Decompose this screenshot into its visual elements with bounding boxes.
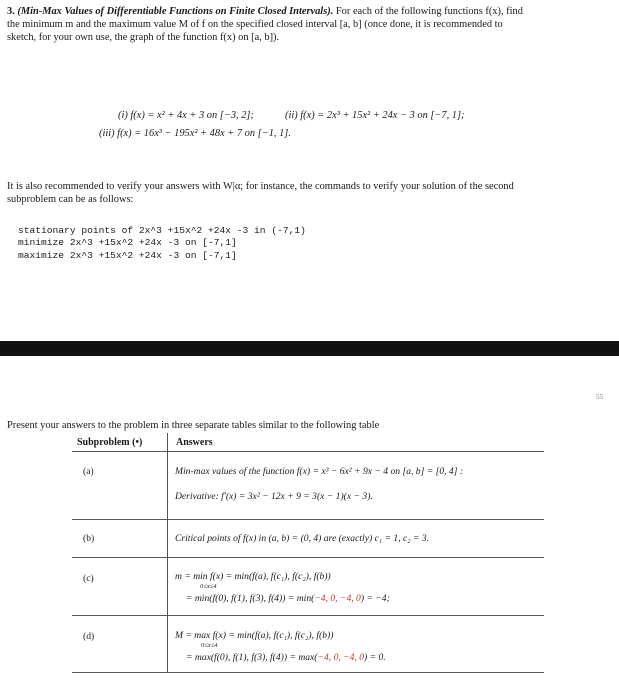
page-separator-bar [0, 341, 619, 356]
command-1: stationary points of 2x^3 +15x^2 +24x -3 in (-7,1) [18, 225, 306, 236]
row-c-line1: m = min f(x) = min(f(a), f(c₁), f(c₂), f(b)) [175, 571, 331, 582]
header-answers: Answers [176, 437, 213, 448]
table-divider [167, 433, 168, 673]
item-i: (i) f(x) = x² + 4x + 3 on [−3, 2]; [118, 110, 254, 121]
row-d-line1: M = max f(x) = min(f(a), f(c₁), f(c₂), f(b)) [175, 630, 334, 641]
row-c-result: ) = −4; [360, 593, 390, 604]
row-d-line2-a: = max(f(0), f(1), f(3), f(4)) = max( [186, 652, 318, 663]
row-c-line2 [186, 593, 390, 606]
row-label-c: (c) [83, 573, 94, 584]
item-iii: (iii) f(x) = 16x³ − 195x² + 48x + 7 on [−1, 1]. [99, 128, 291, 139]
table-rule [72, 615, 544, 616]
row-d-subscript: 0≤x≤4 [201, 642, 218, 649]
row-d-line2 [186, 652, 386, 665]
row-label-d: (d) [83, 631, 95, 642]
problem-title: (Min-Max Values of Differentiable Functions on Finite Closed Intervals). [17, 6, 334, 17]
header-subproblem: Subproblem (•) [77, 437, 143, 448]
table-rule [72, 672, 544, 673]
table-rule [72, 451, 544, 452]
problem-number: 3. [7, 6, 15, 17]
problem-intro-line2: sketch, for your own use, the graph of the function f(x) on [a, b]). [7, 32, 280, 43]
verify-line1: It is also recommended to verify your answers with W|α; for instance, the commands to verify your solution of the second [7, 181, 514, 192]
row-a-line1: Min-max values of the function f(x) = x³ − 6x² + 9x − 4 on [a, b] = [0, 4] : [175, 466, 464, 477]
page-number: 55 [596, 393, 603, 401]
verify-line2: subproblem can be as follows: [7, 194, 134, 205]
row-b-line1: Critical points of f(x) in (a, b) = (0, 4) are (exactly) c₁ = 1, c₂ = 3. [175, 533, 430, 544]
table-rule [72, 557, 544, 558]
table-rule [72, 519, 544, 520]
row-d-result: ) = 0. [364, 652, 386, 663]
row-label-b: (b) [83, 533, 95, 544]
problem-intro-start: For each of the following functions f(x), find [335, 6, 523, 17]
command-2: minimize 2x^3 +15x^2 +24x -3 on [-7,1] [18, 237, 237, 248]
present-text: Present your answers to the problem in three separate tables similar to the following table [7, 420, 380, 431]
row-c-line2-a: = min(f(0), f(1), f(3), f(4)) = min( [186, 593, 315, 604]
row-a-line2: Derivative: f′(x) = 3x² − 12x + 9 = 3(x − 1)(x − 3). [175, 491, 373, 502]
row-label-a: (a) [83, 466, 94, 477]
row-c-subscript: 0≤x≤4 [200, 583, 217, 590]
problem-intro [7, 5, 612, 18]
row-c-values: −4, 0, −4, 0 [314, 593, 361, 604]
problem-intro-line1: the minimum m and the maximum value M of f on the specified closed interval [a, b] (once done, it is recommended to [7, 19, 503, 30]
row-d-values: −4, 0, −4, 0 [317, 652, 365, 663]
item-ii: (ii) f(x) = 2x³ + 15x² + 24x − 3 on [−7, 1]; [285, 110, 465, 121]
command-3: maximize 2x^3 +15x^2 +24x -3 on [-7,1] [18, 250, 237, 261]
